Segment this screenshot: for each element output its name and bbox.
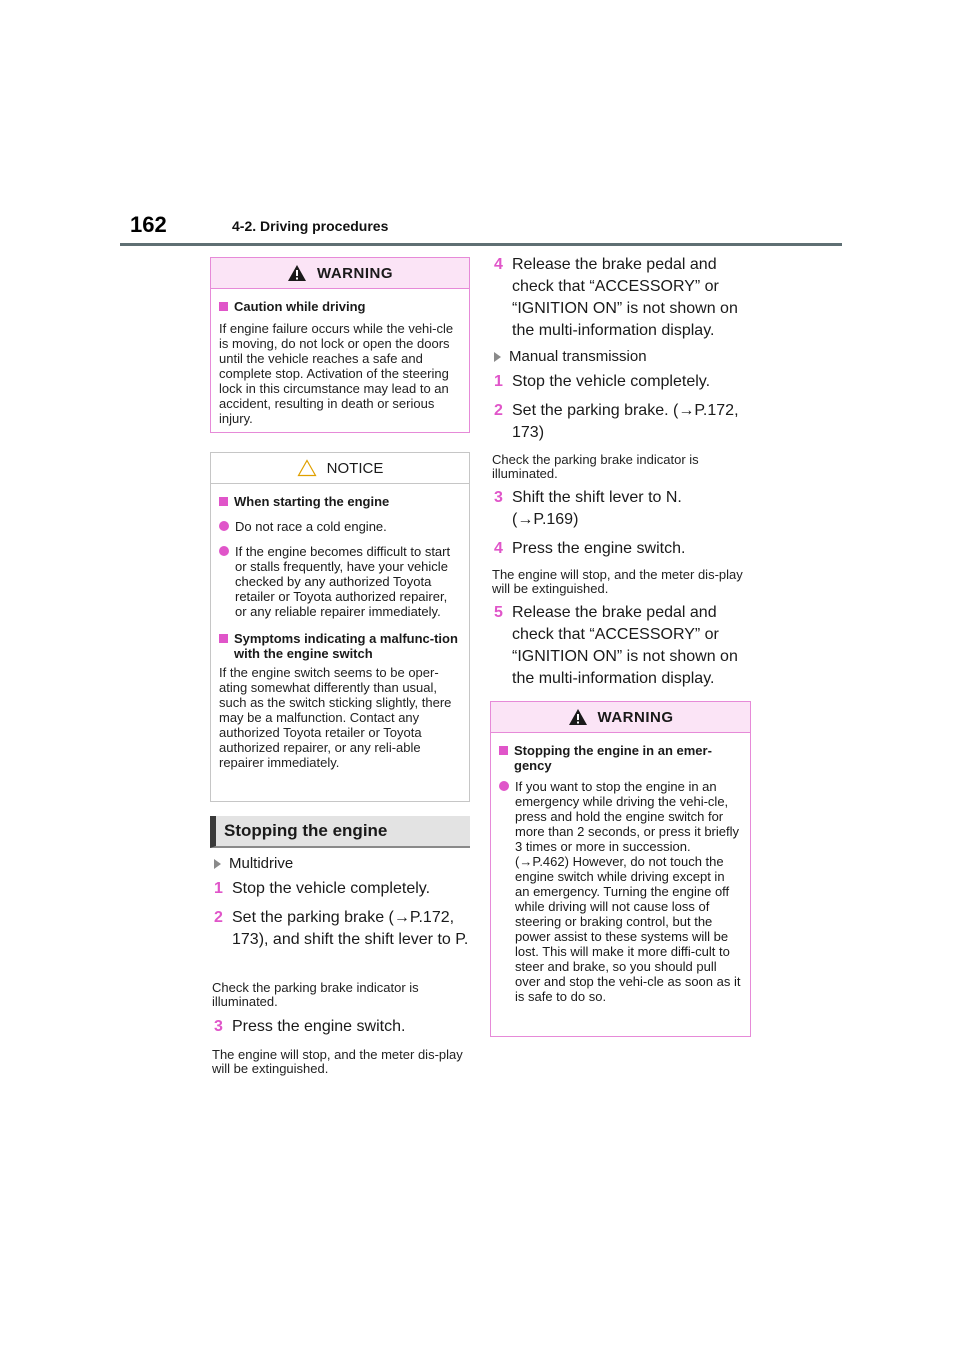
multidrive-label-text: Multidrive — [229, 855, 294, 872]
manual-label-text: Manual transmission — [509, 348, 647, 365]
step-text: Press the engine switch. — [232, 1018, 406, 1035]
manual-step-2 — [494, 400, 750, 444]
notice-bullet-text: If the engine becomes difficult to start or stalls frequently, have your vehicle checked by any authorized Toyota retailer or Toyota authorized repairer, or any reliable repairer immediately. — [235, 544, 451, 619]
caution-triangle-icon — [297, 459, 317, 477]
step-number: 1 — [214, 880, 223, 897]
page-number: 162 — [130, 212, 167, 237]
warning-subheading-text: Caution while driving — [234, 299, 366, 314]
manual-note-2: Check the parking brake indicator is illuminated. — [492, 452, 699, 481]
notice-header — [211, 453, 469, 484]
multidrive-label — [214, 855, 293, 872]
step-number: 2 — [214, 909, 223, 926]
warning-subheading-text: Stopping the engine in an emer-gency — [514, 743, 712, 773]
arrow-right-icon — [494, 352, 501, 362]
stopping-engine-heading: Stopping the engine — [210, 816, 470, 848]
step-number: 5 — [494, 604, 503, 621]
step-text: Shift the shift lever to N. (→P.169) — [512, 489, 682, 528]
warning-bullet — [499, 779, 742, 1004]
step-text: Set the parking brake. (→P.172, 173) — [512, 402, 739, 441]
step-number: 3 — [214, 1018, 223, 1035]
step-number: 1 — [494, 373, 503, 390]
notice-bullet-text: Do not race a cold engine. — [235, 519, 387, 534]
warning-triangle-icon — [287, 264, 307, 282]
round-bullet-icon — [499, 781, 509, 791]
warning-body: If engine failure occurs while the vehi-cle is moving, do not lock or open the doors until the vehicle reaches a safe and complete stop. Activation of the steering lock in this circumstance may lead to an accident, resulting in death or serious injury. — [219, 321, 454, 426]
notice-bullet — [219, 519, 461, 534]
manual-step-5 — [494, 602, 750, 690]
notice-subheading-2-text: Symptoms indicating a malfunc-tion with the engine switch — [234, 631, 458, 661]
step-text: Press the engine switch. — [512, 540, 686, 557]
warning-box-driving — [210, 257, 470, 433]
warning-title: WARNING — [317, 264, 393, 282]
notice-title: NOTICE — [326, 459, 384, 477]
multidrive-step-4 — [494, 254, 750, 342]
round-bullet-icon — [219, 521, 229, 531]
notice-bullet — [219, 544, 461, 619]
square-bullet-icon — [219, 634, 228, 643]
manual-step-3 — [494, 487, 750, 531]
header-rule — [120, 243, 842, 246]
step-text: Release the brake pedal and check that “ACCESSORY” or “IGNITION ON” is not shown on the multi-information display. — [512, 604, 738, 687]
square-bullet-icon — [499, 746, 508, 755]
step-text: Stop the vehicle completely. — [512, 373, 711, 390]
warning-header — [211, 258, 469, 289]
manual-step-1 — [494, 371, 750, 393]
manual-label — [494, 348, 647, 365]
warning-bullet-text: If you want to stop the engine in an emergency while driving the vehi-cle, press and hold the engine switch for more than 2 seconds, or press it briefly 3 times or more in succession. (→P.462) However, do not touch the engine switch while driving except in an emergency. Turning the engine off while driving will not cause loss of steering or braking control, but the power assist to these systems will be lost. This will make it more diffi-cult to steer and brake, so you should pull over and stop the vehi-cle as soon as it is safe to do so. — [515, 779, 741, 1004]
section-title: 4-2. Driving procedures — [232, 218, 389, 234]
warning-title: WARNING — [597, 708, 674, 726]
arrow-right-icon — [214, 859, 221, 869]
multidrive-note-3: The engine will stop, and the meter dis-play will be extinguished. — [212, 1047, 463, 1076]
multidrive-note-2: Check the parking brake indicator is illuminated. — [212, 980, 419, 1009]
multidrive-step-2 — [214, 907, 470, 951]
notice-body: If the engine switch seems to be oper-ating somewhat differently than usual, such as the switch sticking slightly, there may be a malfunction. Contact any authorized Toyota retailer or Toyota authorized repairer, or any reli-able repairer immediately. — [219, 665, 452, 770]
warning-box-emergency — [490, 701, 751, 1037]
manual-step-4 — [494, 538, 750, 560]
notice-subheading-1 — [219, 494, 461, 509]
manual-note-4: The engine will stop, and the meter dis-play will be extinguished. — [492, 567, 743, 596]
square-bullet-icon — [219, 302, 228, 311]
step-number: 4 — [494, 540, 503, 557]
warning-subheading — [499, 743, 742, 773]
step-number: 3 — [494, 489, 503, 506]
warning-triangle-icon — [568, 708, 588, 726]
multidrive-step-1 — [214, 878, 470, 900]
notice-subheading-2 — [219, 631, 461, 661]
step-text: Release the brake pedal and check that “ACCESSORY” or “IGNITION ON” is not shown on the multi-information display. — [512, 256, 738, 339]
notice-box — [210, 452, 470, 802]
round-bullet-icon — [219, 546, 229, 556]
step-number: 2 — [494, 402, 503, 419]
square-bullet-icon — [219, 497, 228, 506]
notice-subheading-1-text: When starting the engine — [234, 494, 390, 509]
step-text: Set the parking brake (→P.172, 173), and shift the shift lever to P. — [232, 909, 469, 948]
warning-header — [491, 702, 750, 733]
warning-subheading — [219, 299, 461, 314]
step-text: Stop the vehicle completely. — [232, 880, 431, 897]
step-number: 4 — [494, 256, 503, 273]
multidrive-step-3 — [214, 1016, 470, 1038]
